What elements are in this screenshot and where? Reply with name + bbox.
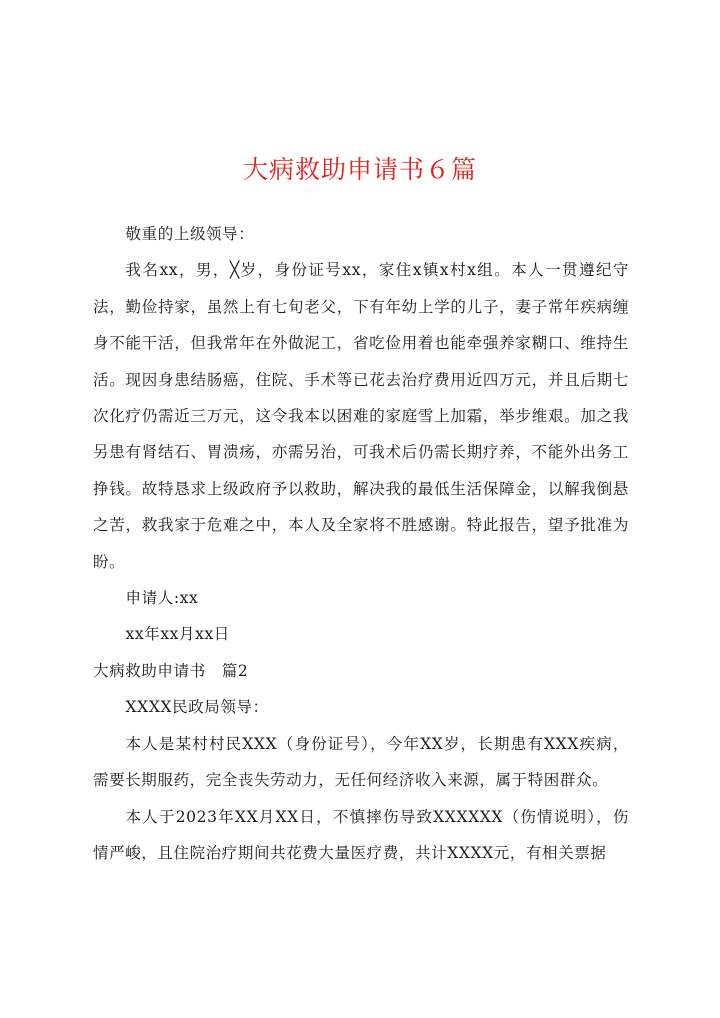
- section-heading-2: 大病救助申请书 篇2: [93, 661, 249, 680]
- letter-2-paragraph-1: 本人是某村村民XXX（身份证号），今年XX岁，长期患有XXX疾病，需要长期服药，完全丧失劳动力，无任何经济收入来源，属于特困群众。: [93, 734, 629, 790]
- letter-1-body: 我名xx，男，╳岁，身份证号xx，家住x镇x村x组。本人一贯遵纪守法，勤俭持家，虽然上有七旬老父，下有年幼上学的儿子，妻子常年疾病缠身不能干活，但我常年在外做泥工，省吃俭用着也能牵强养家糊口、维持生活。现因身患结肠癌，住院、手术等已花去治疗费用近四万元，并且后期七次化疗仍需近三万元，这令我本以困难的家庭雪上加霜，举步维艰。加之我另患有肾结石、胃溃疡，亦需另治，可我术后仍需长期疗养，不能外出务工挣钱。故特恳求上级政府予以救助，解决我的最低生活保障金，以解我倒悬之苦，救我家于危难之中，本人及全家将不胜感谢。特此报告，望予批准为盼。: [93, 261, 629, 571]
- salutation-2: XXXX民政局领导：: [125, 698, 269, 717]
- document-title: 大病救助申请书６篇: [242, 155, 477, 184]
- document-body: [93, 216, 629, 871]
- salutation: 敬重的上级领导：: [125, 225, 255, 243]
- applicant-line: 申请人:xx: [125, 589, 199, 608]
- date-line: xx年xx月xx日: [125, 625, 230, 644]
- letter-2-paragraph-2: 本人于2023年XX月XX日，不慎摔伤导致XXXXXX（伤情说明），伤情严峻，且住院治疗期间共花费大量医疗费，共计XXXX元，有相关票据: [93, 807, 629, 862]
